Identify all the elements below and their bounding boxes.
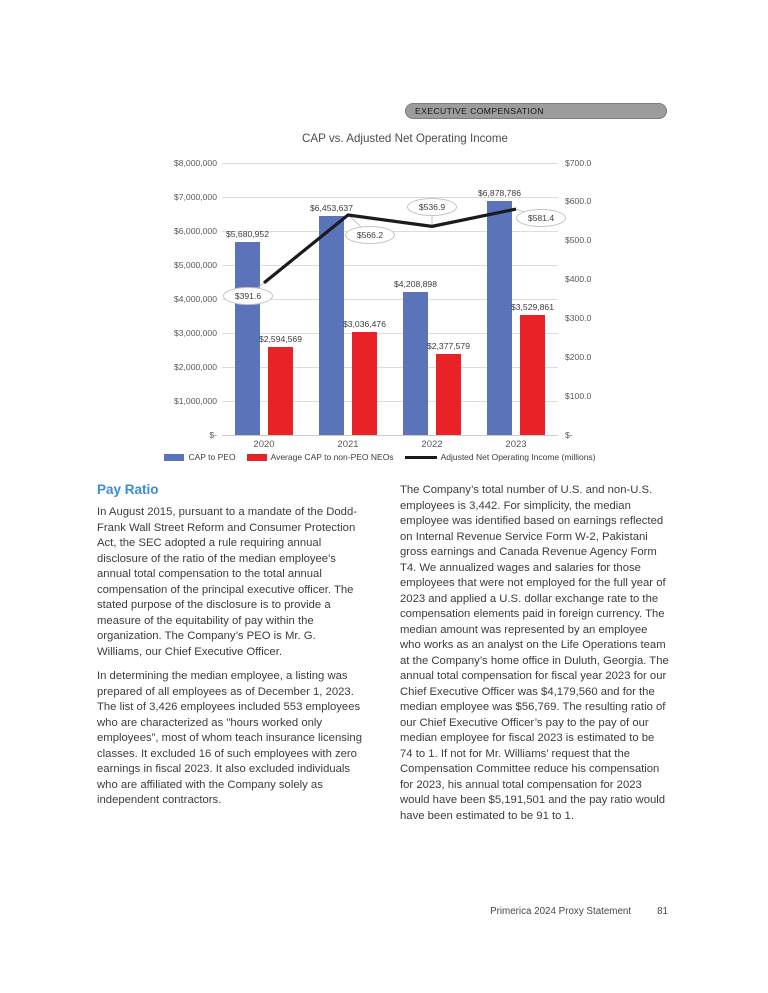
line-value-callout: $566.2 — [345, 226, 395, 244]
bar-value-label: $5,680,952 — [225, 228, 269, 239]
bar-value-label: $3,529,861 — [510, 301, 554, 312]
right-axis-tick: $200.0 — [565, 351, 592, 362]
left-axis-tick: $3,000,000 — [173, 327, 217, 338]
bar-value-label: $3,036,476 — [342, 318, 386, 329]
legend-swatch-blue — [164, 454, 184, 461]
left-axis-tick: $4,000,000 — [173, 293, 217, 304]
left-axis-tick: $2,000,000 — [173, 361, 217, 372]
line-value-callout: $536.9 — [407, 198, 457, 216]
footer-page-number: 81 — [657, 906, 668, 917]
x-axis-category-label: 2020 — [253, 439, 275, 450]
gridline — [222, 435, 558, 436]
right-axis-tick: $- — [565, 429, 573, 440]
x-axis-category-label: 2023 — [505, 439, 527, 450]
legend-item-cap-to-peo — [164, 452, 235, 462]
x-axis-category-label: 2022 — [421, 439, 443, 450]
right-axis-tick: $500.0 — [565, 235, 592, 246]
bar-value-label: $4,208,898 — [393, 278, 437, 289]
right-axis-tick: $600.0 — [565, 196, 592, 207]
bar-value-label: $2,594,569 — [258, 333, 302, 344]
pay-ratio-heading: Pay Ratio — [97, 482, 159, 497]
legend-label: CAP to PEO — [188, 452, 236, 462]
legend-swatch-red — [247, 454, 267, 461]
left-axis-tick: $6,000,000 — [173, 225, 217, 236]
bar-value-label: $2,377,579 — [426, 341, 470, 352]
x-axis-category-label: 2021 — [337, 439, 359, 450]
left-axis-tick: $5,000,000 — [173, 259, 217, 270]
section-banner-label: EXECUTIVE COMPENSATION — [415, 106, 544, 116]
legend-item-adjusted-noi — [405, 452, 596, 462]
bar-value-label: $6,878,786 — [477, 188, 521, 199]
paragraph: The Company’s total number of U.S. and non-U.S. employees is 3,442. For simplicity, the median employee was identified based on earnings reflected on Internal Revenue Service Form W-2, Pakistani gross earnings and Canada Revenue Agency Form T4. We annualized wages and salaries for those employees that were not employed for the full year of 2023 and applied a U.S. dollar exchange rate to the compensation elements paid in foreign currency. The median amount was represented by an employee who works as an analyst on the Life Operations team at the Company’s home office in Duluth, Georgia. The annual total compensation for fiscal year 2023 for our Chief Executive Officer was $4,179,560 and for the median employee was $56,769. The resulting ratio of our Chief Executive Officer’s pay to the pay of our median employee for fiscal 2023 is estimated to be 74 to 1. If not for Mr. Williams’ request that the Compensation Committee reduce his compensation for 2023, his annual total compensation for 2023 would have been $5,191,501 and the pay ratio would have been estimated to be 91 to 1. — [400, 484, 669, 822]
pay-ratio-right-column — [400, 483, 670, 833]
right-axis-tick: $400.0 — [565, 274, 592, 285]
left-axis-tick: $1,000,000 — [173, 395, 217, 406]
pay-ratio-left-column — [97, 505, 363, 818]
adjusted-noi-line — [222, 163, 558, 435]
left-axis-tick: $8,000,000 — [173, 157, 217, 168]
line-value-callout: $581.4 — [516, 209, 566, 227]
left-axis-tick: $7,000,000 — [173, 191, 217, 202]
right-axis-tick: $100.0 — [565, 390, 592, 401]
paragraph: In determining the median employee, a listing was prepared of all employees as of December 1, 2023. The list of 3,426 employees included 553 employees who are characterized as "hours worked only employees”, most of whom teach insurance licensing classes. It excluded 16 of such employees with zero earnings in fiscal 2023. It also excluded individuals who are affiliated with the Company solely as independent contractors. — [97, 670, 362, 806]
chart-legend — [170, 452, 596, 462]
legend-swatch-line — [405, 456, 437, 459]
page-footer — [400, 906, 668, 917]
chart-title: CAP vs. Adjusted Net Operating Income — [301, 132, 508, 145]
line-value-callout: $391.6 — [223, 287, 273, 305]
legend-label: Adjusted Net Operating Income (millions) — [440, 452, 596, 462]
left-axis-tick: $- — [209, 429, 217, 440]
legend-label: Average CAP to non-PEO NEOs — [270, 452, 394, 462]
bar-value-label: $6,453,637 — [309, 202, 353, 213]
right-axis-tick: $300.0 — [565, 312, 592, 323]
legend-item-avg-cap-non-peo — [247, 452, 394, 462]
right-axis-tick: $700.0 — [565, 157, 592, 168]
paragraph: In August 2015, pursuant to a mandate of the Dodd-Frank Wall Street Reform and Consumer Protection Act, the SEC adopted a rule requiring annual disclosure of the ratio of the median employee's annual total compensation to the total annual compensation of the principal executive officer. The stated purpose of the disclosure is to provide a measure of the equitability of pay within the organization. The Company’s PEO is Mr. G. Williams, our Chief Executive Officer. — [97, 506, 358, 658]
footer-document-title: Primerica 2024 Proxy Statement — [490, 906, 632, 917]
section-banner — [405, 103, 667, 119]
